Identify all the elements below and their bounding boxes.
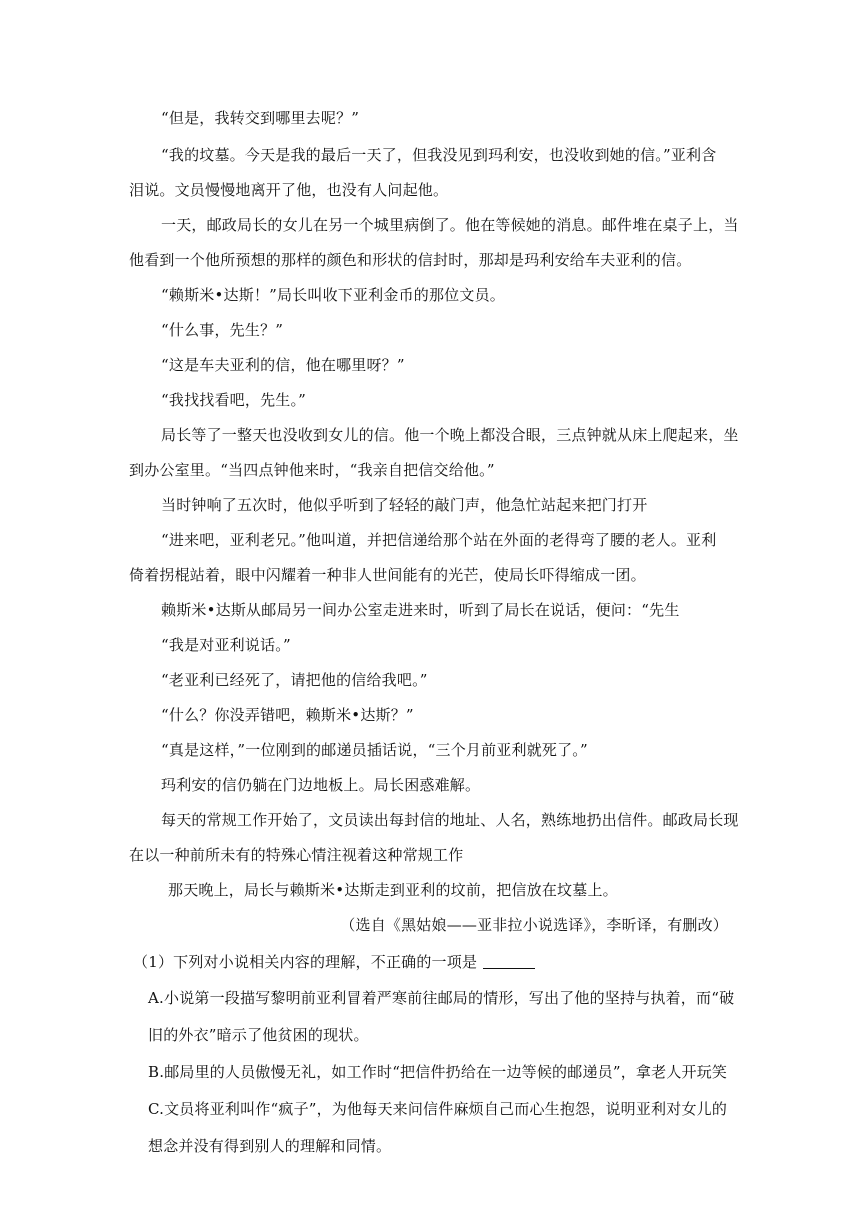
paragraph-line: “但是，我转交到哪里去呢？”	[161, 109, 360, 127]
source-citation: （选自《黑姑娘——亚非拉小说选译》，李昕译，有删改）	[340, 916, 728, 934]
paragraph-line: 到办公室里。“当四点钟他来时，“我亲自把信交给他。”	[129, 461, 495, 479]
paragraph-line: “老亚利已经死了，请把他的信给我吧。”	[161, 671, 428, 689]
paragraph-line: “什么？你没弄错吧，赖斯米•达斯？”	[161, 706, 414, 724]
paragraph-line: 那天晚上，局长与赖斯米•达斯走到亚利的坟前，把信放在坟墓上。	[168, 881, 618, 899]
paragraph-line: “这是车夫亚利的信，他在哪里呀？”	[161, 356, 405, 374]
paragraph-line: 当时钟响了五次时，他似乎听到了轻轻的敲门声，他急忙站起来把门打开	[161, 496, 648, 514]
option-a-line: A.小说第一段描写黎明前亚利冒着严寒前往邮局的情形，写出了他的坚持与执着，而“破	[148, 989, 735, 1007]
paragraph-line: “我的坟墓。今天是我的最后一天了，但我没见到玛利安，也没收到她的信。”亚利含	[161, 146, 717, 164]
paragraph-line: “赖斯米•达斯！”局长叫收下亚利金币的那位文员。	[161, 286, 505, 304]
paragraph-line: 他看到一个他所预想的那样的颜色和形状的信封时，那却是玛利安给车夫亚利的信。	[129, 251, 692, 269]
paragraph-line: 一天，邮政局长的女儿在另一个城里病倒了。他在等候她的消息。邮件堆在桌子上，当	[161, 216, 739, 234]
option-c-line: C.文员将亚利叫作“疯子”，为他每天来问信件麻烦自己而心生抱怨，说明亚利对女儿的	[148, 1100, 728, 1118]
paragraph-line: 在以一种前所未有的特殊心情注视着这种常规工作	[129, 846, 464, 864]
answer-blank	[483, 954, 535, 969]
paragraph-line: 每天的常规工作开始了，文员读出每封信的地址、人名，熟练地扔出信件。邮政局长现	[161, 811, 739, 829]
paragraph-line: “我找找看吧，先生。”	[161, 391, 307, 409]
option-c-line-2: 想念并没有得到别人的理解和同情。	[148, 1137, 392, 1155]
paragraph-line: “进来吧，亚利老兄。”他叫道，并把信递给那个站在外面的老得弯了腰的老人。亚利	[161, 531, 717, 549]
question-stem	[133, 952, 535, 972]
option-b-line: B.邮局里的人员傲慢无礼，如工作时“把信件扔给在一边等候的邮递员”，拿老人开玩笑	[148, 1063, 728, 1081]
paragraph-line: “什么事，先生？”	[161, 321, 284, 339]
paragraph-line: “真是这样，”一位刚到的邮递员插话说，“三个月前亚利就死了。”	[161, 741, 588, 759]
option-a-line-2: 旧的外衣”暗示了他贫困的现状。	[148, 1026, 369, 1044]
paragraph-line: 泪说。文员慢慢地离开了他，也没有人问起他。	[129, 181, 449, 199]
paragraph-line: 局长等了一整天也没收到女儿的信。他一个晚上都没合眼，三点钟就从床上爬起来，坐	[161, 426, 739, 444]
paragraph-line: 赖斯米•达斯从邮局另一间办公室走进来时，听到了局长在说话，便问：“先生	[161, 601, 680, 619]
paragraph-line: “我是对亚利说话。”	[161, 636, 291, 654]
paragraph-line: 玛利安的信仍躺在门边地板上。局长困惑难解。	[161, 776, 481, 794]
paragraph-line: 倚着拐棍站着，眼中闪耀着一种非人世间能有的光芒，使局长吓得缩成一团。	[129, 566, 646, 584]
question-stem-text: （1）下列对小说相关内容的理解，不正确的一项是	[133, 953, 478, 971]
